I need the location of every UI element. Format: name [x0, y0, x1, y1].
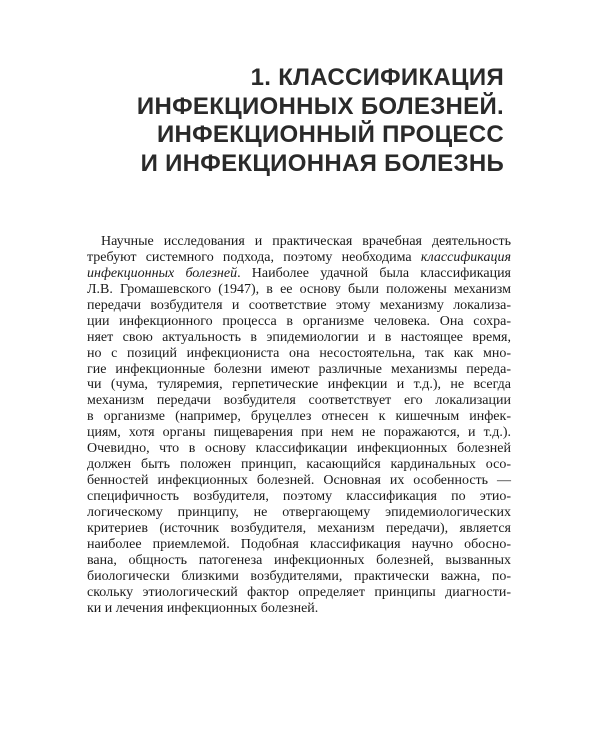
paragraph-line: логическому принципу, не отвергающему эпидемиологических	[87, 504, 511, 520]
chapter-heading	[137, 64, 504, 178]
paragraph-line	[87, 250, 511, 266]
chapter-heading-line: И ИНФЕКЦИОННАЯ БОЛЕЗНЬ	[140, 149, 504, 177]
paragraph-line: Очевидно, что в основу классификации инфекционных болезней	[87, 441, 511, 457]
chapter-heading-line: ИНФЕКЦИОННЫЙ ПРОЦЕСС	[156, 121, 504, 148]
paragraph-line: бенностей инфекционных болезней. Основная их особенность —	[87, 473, 511, 489]
paragraph-line: передачи возбудителя и соответствие этому механизму локализа-	[87, 297, 511, 313]
paragraph-line: биологически близкими возбудителями, практически важна, по-	[87, 568, 511, 584]
paragraph-line: критериев (источник возбудителя, механизм передачи), является	[87, 520, 511, 536]
paragraph-line: няет свою актуальность в эпидемиологии и в настоящее время,	[87, 329, 511, 345]
chapter-heading-line: ИНФЕКЦИОННЫХ БОЛЕЗНЕЙ.	[136, 92, 504, 120]
paragraph-line: скольку этиологический фактор определяет принципы диагности-	[87, 584, 511, 600]
paragraph-line: Л.В. Громашевского (1947), в ее основу были положены механизм	[87, 281, 511, 297]
paragraph-line: циям, хотя органы пищеварения при нем не поражаются, и т.д.).	[87, 425, 511, 441]
paragraph-line: гие инфекционные болезни имеют различные механизмы переда-	[87, 361, 511, 377]
paragraph-line: Научные исследования и практическая врачебная деятельность	[101, 234, 511, 249]
paragraph-line: вана, общность патогенеза инфекционных болезней, вызванных	[87, 552, 511, 568]
paragraph-line: наиболее приемлемой. Подобная классификация научно обосно-	[87, 536, 511, 552]
paragraph-line: ки и лечения инфекционных болезней.	[87, 600, 319, 616]
paragraph-text: требуют системного подхода, поэтому необходима	[87, 249, 412, 265]
chapter-heading-line: 1. КЛАССИФИКАЦИЯ	[250, 64, 504, 91]
paragraph-line: в организме (например, бруцеллез отнесен к кишечным инфек-	[87, 409, 511, 425]
italic-term: классификация	[420, 249, 512, 265]
body-paragraph	[87, 234, 511, 617]
italic-term: инфекционных болезней	[87, 265, 238, 281]
paragraph-line: ции инфекционного процесса в организме человека. Она сохра-	[87, 313, 511, 329]
paragraph-line	[87, 266, 511, 282]
paragraph-text: . Наиболее удачной была классификация	[237, 265, 511, 281]
paragraph-line: но с позиций инфекциониста она несостоятельна, так как мно-	[87, 345, 511, 361]
paragraph-line: должен быть положен принцип, касающийся кардинальных осо-	[87, 457, 511, 473]
paragraph-line: механизм передачи возбудителя соответствует его локализации	[87, 393, 511, 409]
paragraph-line: специфичность возбудителя, поэтому классификация по этио-	[87, 489, 511, 504]
paragraph-line: чи (чума, туляремия, герпетические инфекции и т.д.), не всегда	[87, 377, 511, 393]
